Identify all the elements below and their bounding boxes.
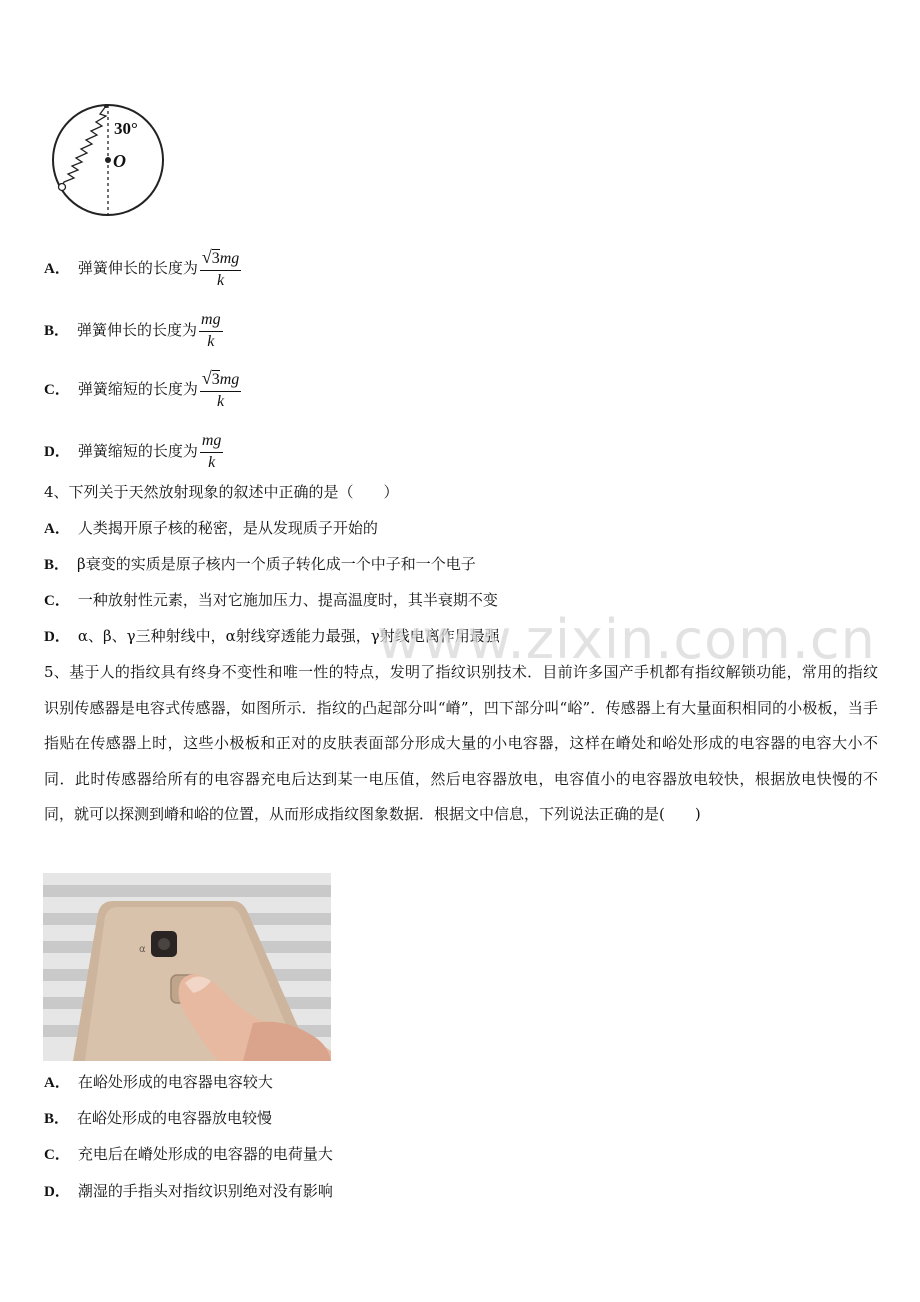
q4-stem: 4、下列关于天然放射现象的叙述中正确的是（ ） [44, 483, 399, 501]
q5-stem: 5、基于人的指纹具有终身不变性和唯一性的特点，发明了指纹识别技术．目前许多国产手机都有指纹解锁功能，常用的指纹识别传感器是电容式传感器，如图所示．指纹的凸起部分叫“嵴”，凹下部分叫“峪”．传感器上有大量面积相同的小极板，当手指贴在传感器上时，这些小极板和正对的皮肤表面部分形成大量的小电容器，这样在嵴处和峪处形成的电容器的电容大小不同．此时传感器给所有的电容器充电后达到某一电压值，然后电容器放电，电容值小的电容器放电较快，根据放电快慢的不同，就可以探测到嵴和峪的位置，从而形成指纹图象数据．根据文中信息，下列说法正确的是( ) [44, 663, 878, 823]
q5-option-c: C． 充电后在嵴处形成的电容器的电荷量大 [44, 1145, 333, 1163]
q4-option-c: C． 一种放射性元素，当对它施加压力、提高温度时，其半衰期不变 [44, 591, 498, 609]
fraction: $\frac{mg}{k}$ [201, 311, 221, 350]
q3-option-d: D． 弹簧缩短的长度为 $\frac{mg}{k}$ [44, 432, 222, 471]
q5-option-b: B． 在峪处形成的电容器放电较慢 [44, 1109, 273, 1127]
q3-option-a: A． 弹簧伸长的长度为 $\frac{√3mg}{k}$ [44, 247, 240, 289]
svg-text:α: α [139, 944, 146, 955]
q4-option-b: B． β衰变的实质是原子核内一个质子转化成一个中子和一个电子 [44, 555, 476, 573]
fraction: $\frac{√3mg}{k}$ [201, 247, 240, 289]
q4-option-a: A． 人类揭开原子核的秘密，是从发现质子开始的 [44, 519, 378, 537]
spring-circle-figure [48, 100, 170, 222]
q5-option-a: A． 在峪处形成的电容器电容较大 [44, 1073, 273, 1091]
angle-label: 30° [114, 119, 138, 138]
center-label: O [113, 151, 126, 171]
q3-option-b: B． 弹簧伸长的长度为 $\frac{mg}{k}$ [44, 311, 221, 350]
fraction: $\frac{√3mg}{k}$ [201, 368, 240, 410]
phone-fingerprint-photo [43, 873, 331, 1061]
q4-option-d: D． α、β、γ三种射线中，α射线穿透能力最强，γ射线电离作用最强 [44, 627, 500, 645]
q3-option-c: C． 弹簧缩短的长度为 $\frac{√3mg}{k}$ [44, 368, 240, 410]
watermark: www.zixin.com.cn [377, 608, 876, 671]
q5-option-d: D． 潮湿的手指头对指纹识别绝对没有影响 [44, 1182, 333, 1200]
fraction: $\frac{mg}{k}$ [201, 432, 222, 471]
